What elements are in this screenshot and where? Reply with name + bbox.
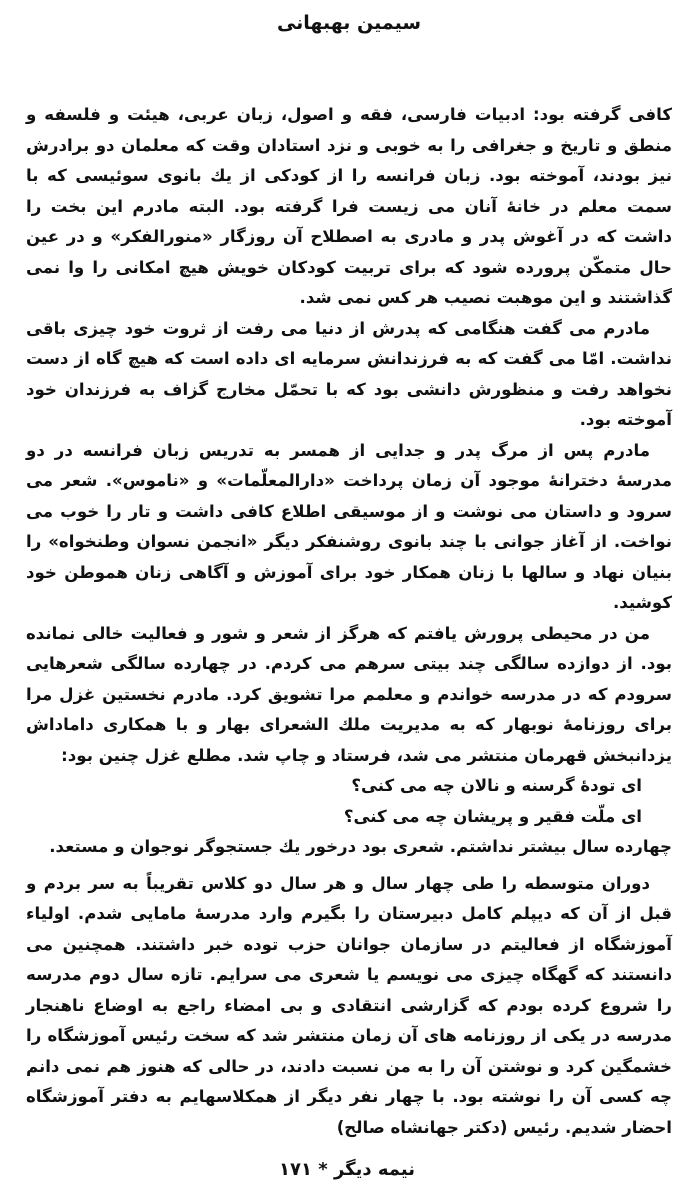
paragraph-mother-career: مادرم پس از مرگ پدر و جدایی از همسر به تدریس زبان فرانسه در دو مدرسهٔ دخترانهٔ موجود آن زمان پرداخت «دارالمعلّمات» و «ناموس». شعر می سرود و داستان می نوشت و از موسیقی اطلاع کافی داشت و تار را خوب می نواخت. از آغاز جوانی با چند بانوی روشنفکر دیگر «انجمن نسوان وطنخواه» را بنیان نهاد و سالها با زنان همکار خود برای آموزش و آگاهی زنان هموطن خود کوشید. (26, 440, 672, 612)
verse-line-2: ای ملّت فقیر و پریشان چه می کنی؟ (343, 806, 642, 826)
running-header-author: سیمین بهبهانی (276, 12, 422, 34)
verse-line-1: ای تودهٔ گرسنه و نالان چه می کنی؟ (351, 776, 642, 795)
paragraph-age-fourteen: چهارده سال بیشتر نداشتم. شعری بود درخور یك جستجوگر نوجوان و مستعد. (49, 837, 672, 856)
paragraph-first-poem: من در محیطی پرورش یافتم که هرگز از شعر و شور و فعالیت خالی نمانده بود. از دوازده سالگی چند بیتی سرهم می کردم. در چهارده سالگی شعرهایی سرودم که در مدرسه خواندم و معلمم مرا تشویق کرد. مادرم نخستین غزل مرا برای روزنامهٔ نوبهار که به مدیریت ملك الشعرای بهار و با همکاری داماداش یزدانبخش قهرمان منتشر می شد، فرستاد و چاپ شد. مطلع غزل چنین بود: (26, 623, 672, 765)
paragraph-grandfather-legacy: مادرم می گفت هنگامی که پدرش از دنیا می رفت از ثروت خود چیزی باقی نداشت. امّا می گفت که به فرزندانش سرمایه ای داده است که هیچ گاه از دست نخواهد رفت و منظورش دانشی بود که با تحمّل مخارج گزاف به فرزندان خود آموخته بود. (26, 318, 672, 429)
page-footer: نیمه دیگر * ۱۷۱ (279, 1159, 415, 1180)
paragraph-school-years: دوران متوسطه را طی چهار سال و هر سال دو کلاس تقریباً به سر بردم و قبل از آن که دیپلم کامل دبیرستان را بگیرم وارد مدرسهٔ مامایی شدم. اولیاء آموزشگاه از فعالیتم در سازمان جوانان حزب توده خبر داشتند. همچنین می دانستند که گهگاه چیزی می نویسم یا شعری می سرایم. تازه سال دوم مدرسه را شروع کرده بودم که گزارشی انتقادی و بی امضاء راجع به اوضاع ناهنجار مدرسه در یکی از روزنامه های آن زمان منتشر شد که سخت رئیس آموزشگاه را خشمگین کرد و نوشتن آن را به من نسبت دادند، در حالی که هنوز هم نمی دانم چه کسی آن را نوشته بود. با چهار نفر دیگر از همکلاسهایم به دفتر آموزشگاه احضار شدیم. رئیس (دکتر جهانشاه صالح) (26, 873, 672, 1137)
paragraph-mother-education: کافی گرفته بود: ادبیات فارسی، فقه و اصول، زبان عربی، هیئت و فلسفه و منطق و تاریخ و جغرافی را به خوبی و نزد استادان وقت که معلمان دو برادرش نیز بودند، آموخته بود. زبان فرانسه را از کودکی از یك بانوی سوئیسی که با سمت معلم در خانهٔ آنان می زیست فرا گرفته بود. البته مادرم این بخت را داشت که در آغوش پدر و مادری به اصطلاح آن روزگار «منورالفکر» و در عین حال متمکّن پرورده شود که برای تربیت کودکان خویش هیچ امکانی را وا نمی گذاشتند و این موهبت نصیب هر کس نمی شد. (26, 105, 672, 307)
page-body (26, 100, 672, 1143)
